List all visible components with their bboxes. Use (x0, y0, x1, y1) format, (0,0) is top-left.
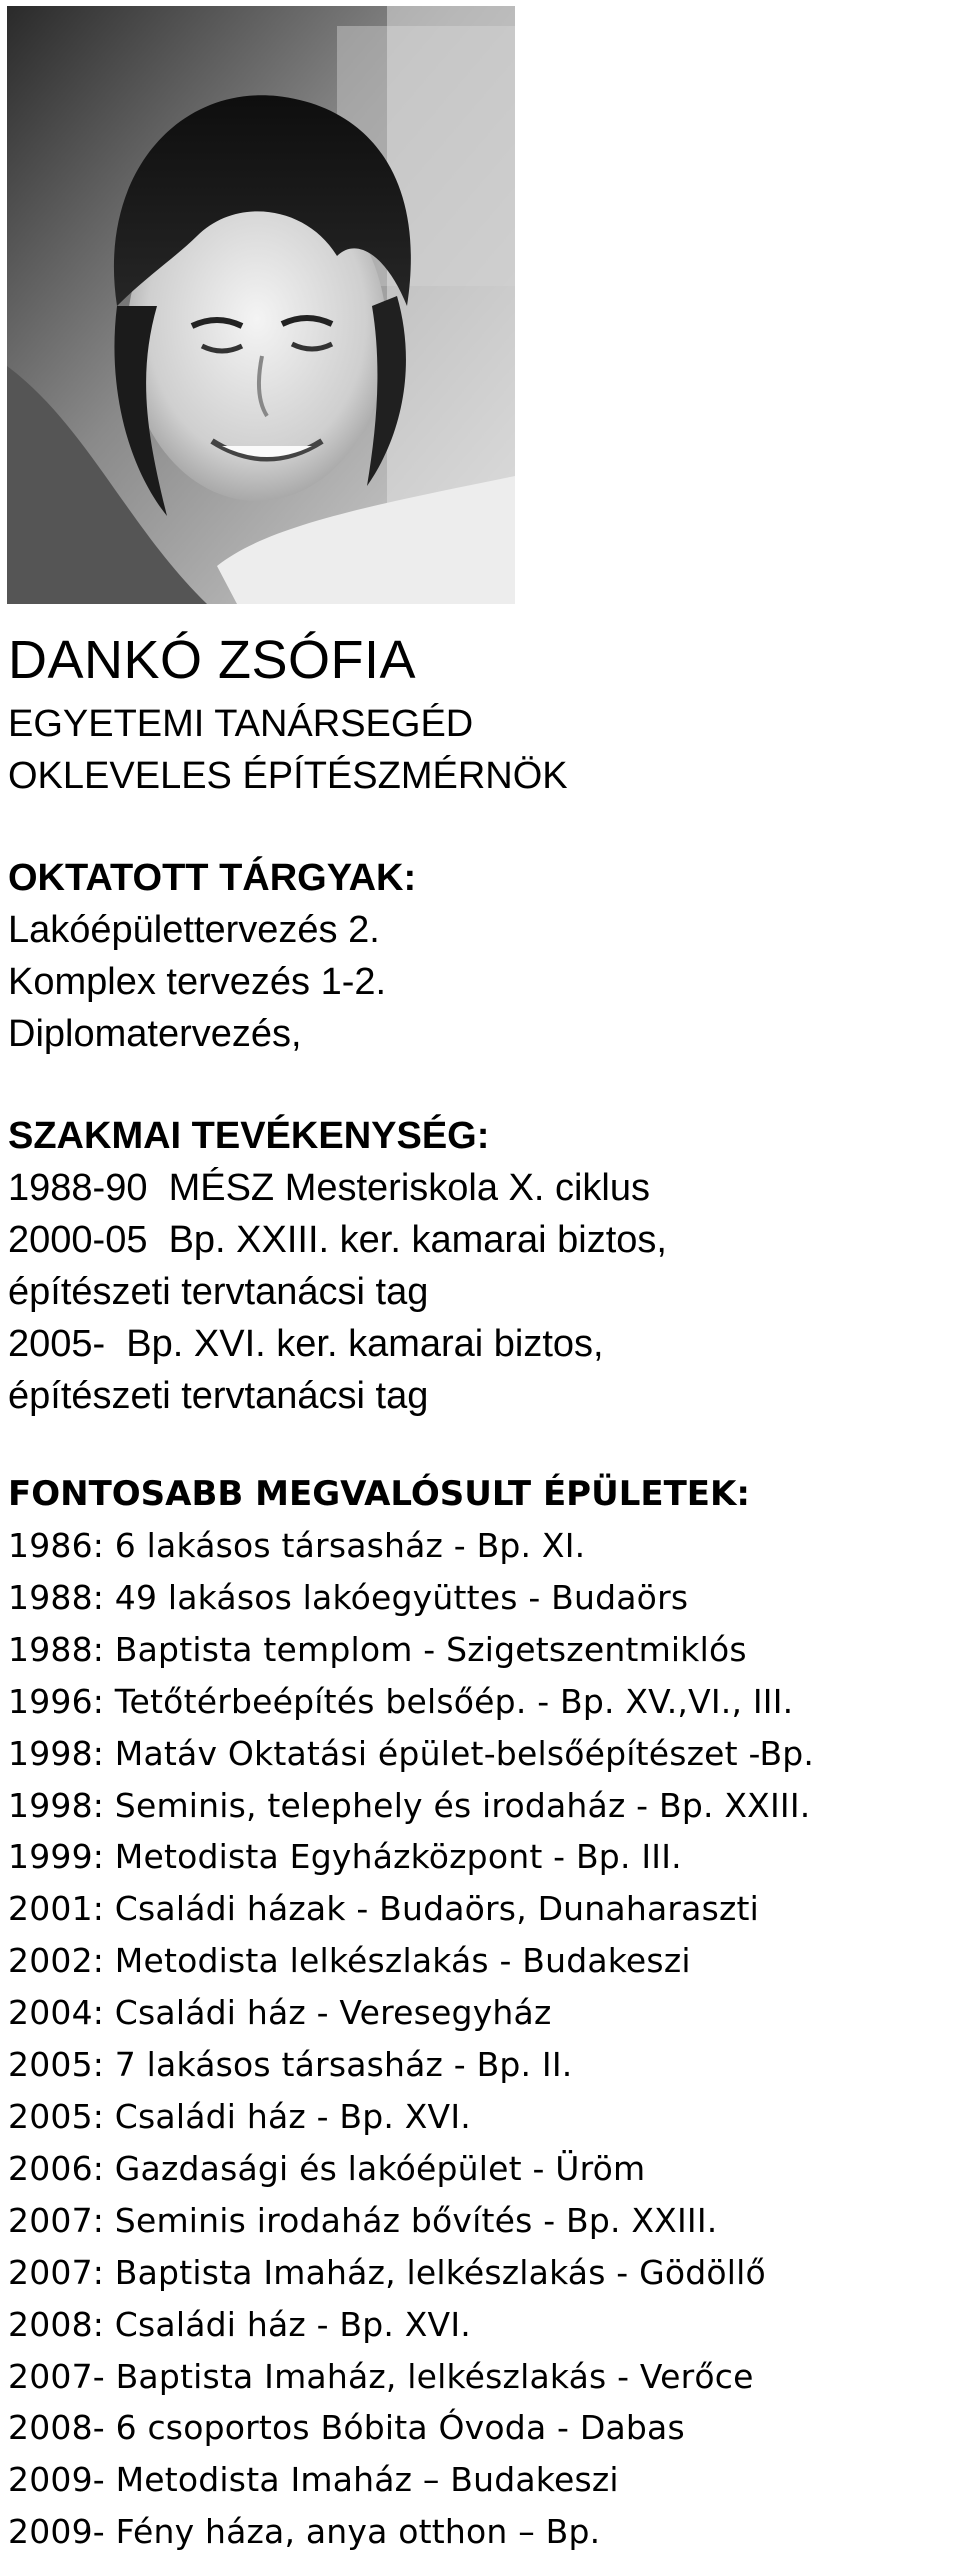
list-item: 2000-05 Bp. XXIII. ker. kamarai biztos, (8, 1219, 667, 1261)
degree-title: OKLEVELES ÉPÍTÉSZMÉRNÖK (8, 755, 568, 797)
professional-activity-list (8, 1162, 953, 1422)
job-title: EGYETEMI TANÁRSEGÉD (8, 703, 474, 745)
list-item: 2006: Gazdasági és lakóépület - Üröm (8, 2148, 646, 2188)
list-item: 1998: Matáv Oktatási épület-belsőépítészet -Bp. (8, 1733, 815, 1773)
taught-subjects-heading: OKTATOTT TÁRGYAK: (8, 857, 417, 899)
list-item: 2007: Baptista Imaház, lelkészlakás - Gödöllő (8, 2252, 766, 2292)
list-item: 2001: Családi házak - Budaörs, Dunaharaszti (8, 1889, 759, 1929)
list-item: építészeti tervtanácsi tag (8, 1271, 429, 1313)
list-item: 2007: Seminis irodaház bővítés - Bp. XXIII. (8, 2200, 718, 2240)
list-item: 2005: Családi ház - Bp. XVI. (8, 2096, 471, 2136)
list-item: 2008- 6 csoportos Bóbita Óvoda - Dabas (8, 2408, 685, 2448)
list-item: 1999: Metodista Egyházközpont - Bp. III. (8, 1837, 682, 1877)
buildings-list (8, 1520, 953, 2558)
list-item: 2009- Fény háza, anya otthon – Bp. (8, 2512, 601, 2552)
portrait-photo (7, 6, 515, 604)
buildings-heading: FONTOSABB MEGVALÓSULT ÉPÜLETEK: (8, 1474, 750, 1514)
cv-content (8, 622, 953, 2558)
taught-subjects-list (8, 904, 953, 1060)
list-item: 2004: Családi ház - Veresegyház (8, 1993, 552, 2033)
list-item: 2005: 7 lakásos társasház - Bp. II. (8, 2045, 573, 2085)
list-item: 2007- Baptista Imaház, lelkészlakás - Verőce (8, 2356, 754, 2396)
list-item: Diplomatervezés, (8, 1013, 302, 1055)
list-item: 1988: Baptista templom - Szigetszentmiklós (8, 1629, 747, 1669)
person-name: DANKÓ ZSÓFIA (8, 630, 417, 690)
list-item: 2008: Családi ház - Bp. XVI. (8, 2304, 471, 2344)
list-item: 1998: Seminis, telephely és irodaház - Bp. XXIII. (8, 1785, 811, 1825)
list-item: Lakóépülettervezés 2. (8, 909, 380, 951)
list-item: 2009- Metodista Imaház – Budakeszi (8, 2460, 619, 2500)
list-item: 2002: Metodista lelkészlakás - Budakeszi (8, 1941, 691, 1981)
list-item: 1988-90 MÉSZ Mesteriskola X. ciklus (8, 1167, 651, 1209)
list-item: 1996: Tetőtérbeépítés belsőép. - Bp. XV.,VI., III. (8, 1681, 794, 1721)
list-item: 2005- Bp. XVI. ker. kamarai biztos, (8, 1323, 604, 1365)
list-item: Komplex tervezés 1-2. (8, 961, 387, 1003)
list-item: 1986: 6 lakásos társasház - Bp. XI. (8, 1526, 586, 1565)
list-item: építészeti tervtanácsi tag (8, 1375, 429, 1417)
professional-activity-heading: SZAKMAI TEVÉKENYSÉG: (8, 1115, 490, 1157)
list-item: 1988: 49 lakásos lakóegyüttes - Budaörs (8, 1577, 689, 1617)
